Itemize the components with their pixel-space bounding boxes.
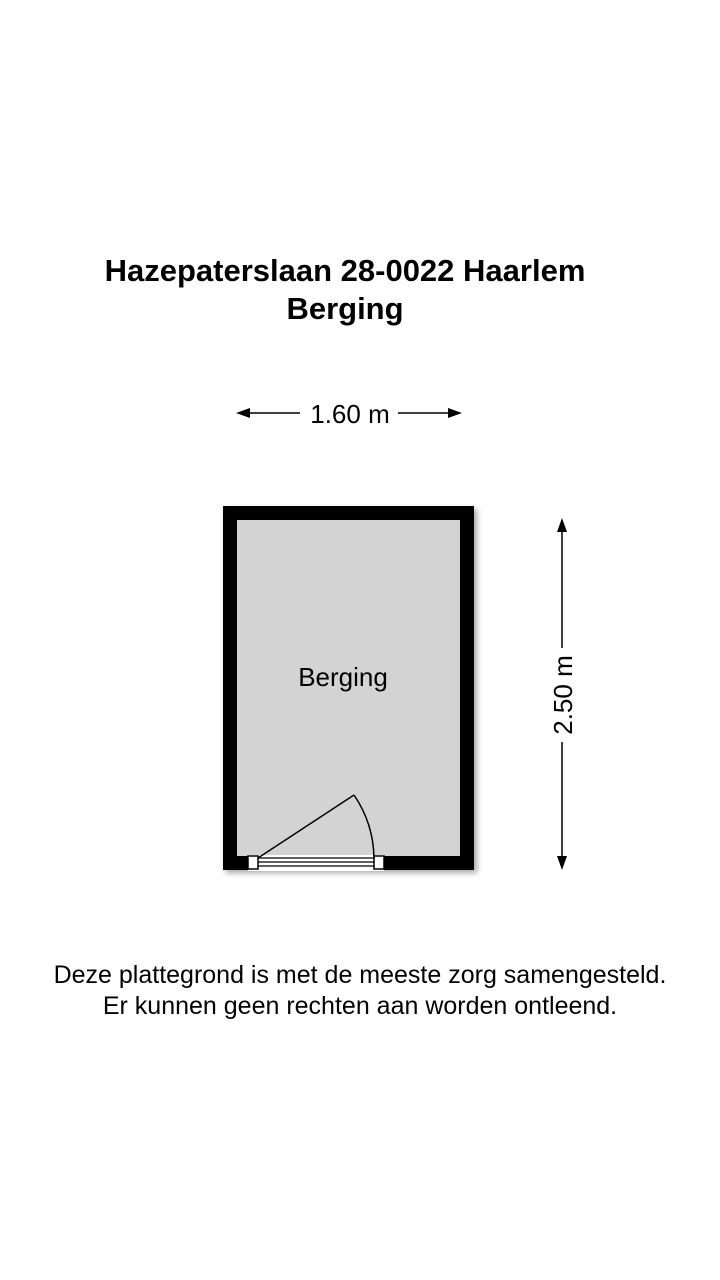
width-arrow-right-icon (448, 408, 462, 418)
page-subtitle: Berging (286, 291, 404, 326)
depth-arrow-down-icon (557, 856, 567, 870)
page-title: Hazepaterslaan 28-0022 Haarlem (104, 253, 586, 288)
depth-dimension-label: 2.50 m (548, 655, 578, 735)
door-jamb-left (248, 856, 258, 869)
room-label: Berging (298, 662, 388, 692)
disclaimer-line-1: Deze plattegrond is met de meeste zorg samengesteld. (53, 961, 667, 989)
depth-dimension (548, 518, 578, 870)
width-dimension-label: 1.60 m (310, 399, 390, 429)
width-arrow-left-icon (236, 408, 250, 418)
depth-arrow-up-icon (557, 518, 567, 532)
room-berging (223, 506, 474, 871)
door-jamb-right (374, 856, 384, 869)
width-dimension (236, 399, 462, 429)
disclaimer-line-2: Er kunnen geen rechten aan worden ontleend. (102, 992, 618, 1020)
